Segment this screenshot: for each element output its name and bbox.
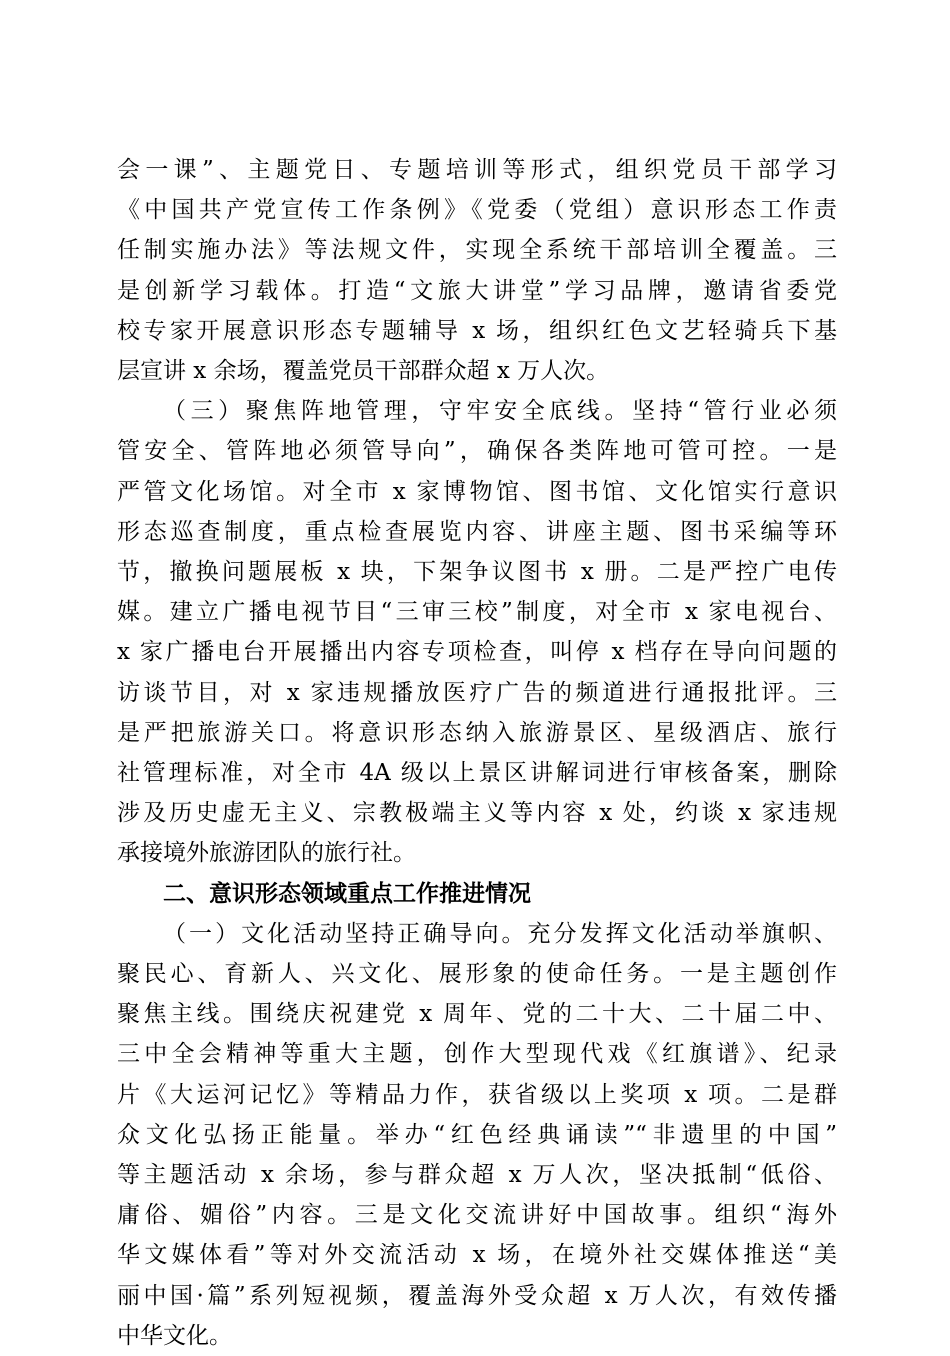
text-line: 《中国共产党宣传工作条例》《党委（党组）意识形态工作责 [117,197,837,224]
text-line: 聚焦主线。围绕庆祝建党 x 周年、党的二十大、二十届二中、 [117,1001,837,1028]
text-line: 节，撤换问题展板 x 块，下架争议图书 x 册。二是严控广电传 [117,559,837,585]
text-line: 庸俗、媚俗”内容。三是文化交流讲好中国故事。组织“海外 [117,1202,837,1229]
text-line: 华文媒体看”等对外交流活动 x 场，在境外社交媒体推送“美 [117,1242,837,1269]
text-line: 媒。建立广播电视节目“三审三校”制度，对全市 x 家电视台、 [117,599,837,626]
text-line: 是严把旅游关口。将意识形态纳入旅游景区、星级酒店、旅行 [117,719,837,746]
text-line: 会一课”、主题党日、专题培训等形式，组织党员干部学习 [117,157,837,183]
text-line: 社管理标准，对全市 4A 级以上景区讲解词进行审核备案，删除 [117,760,837,786]
text-line: 是创新学习载体。打造“文旅大讲堂”学习品牌，邀请省委党 [117,277,837,304]
text-line: 众文化弘扬正能量。举办“红色经典诵读”“非遗里的中国” [117,1121,837,1148]
text-line: 管安全、管阵地必须管导向”，确保各类阵地可管可控。一是 [117,438,837,465]
text-line: 片《大运河记忆》等精品力作，获省级以上奖项 x 项。二是群 [117,1081,837,1108]
section-heading: 二、意识形态领域重点工作推进情况 [163,880,531,907]
text-line: 任制实施办法》等法规文件，实现全系统干部培训全覆盖。三 [117,237,837,264]
text-line: 聚民心、育新人、兴文化、展形象的使命任务。一是主题创作 [117,961,837,987]
text-line: 访谈节目，对 x 家违规播放医疗广告的频道进行通报批评。三 [117,679,837,706]
text-line: 丽中国·篇”系列短视频，覆盖海外受众超 x 万人次，有效传播 [117,1282,837,1309]
text-line: 涉及历史虚无主义、宗教极端主义等内容 x 处，约谈 x 家违规 [117,800,837,827]
text-line: 层宣讲 x 余场，覆盖党员干部群众超 x 万人次。 [117,358,610,384]
text-line: 承接境外旅游团队的旅行社。 [117,840,416,867]
text-line: 形态巡查制度，重点检查展览内容、讲座主题、图书采编等环 [117,518,837,545]
text-line: 严管文化场馆。对全市 x 家博物馆、图书馆、文化馆实行意识 [117,478,837,505]
text-line: 等主题活动 x 余场，参与群众超 x 万人次，坚决抵制“低俗、 [117,1162,837,1188]
text-line: 三中全会精神等重大主题，创作大型现代戏《红旗谱》、纪录 [117,1041,837,1068]
text-line: 中华文化。 [117,1322,232,1349]
text-line: （三）聚焦阵地管理，守牢安全底线。坚持“管行业必须 [163,398,837,425]
text-line: x 家广播电台开展播出内容专项检查，叫停 x 档存在导向问题的 [117,639,837,666]
text-line: （一）文化活动坚持正确导向。充分发挥文化活动举旗帜、 [163,920,837,947]
text-line: 校专家开展意识形态专题辅导 x 场，组织红色文艺轻骑兵下基 [117,317,837,344]
